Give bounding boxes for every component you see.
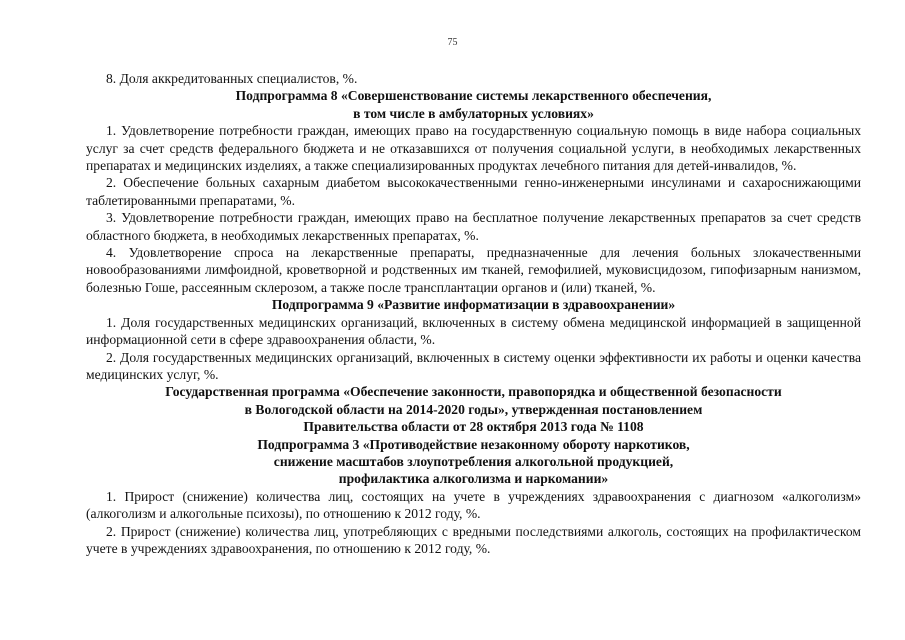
heading-line: Государственная программа «Обеспечение законности, правопорядка и общественной безопасности bbox=[165, 384, 782, 400]
indicator-paragraph: 1. Удовлетворение потребности граждан, имеющих право на государственную социальную помощь в виде набора социальных услуг за счет средств федерального бюджета и не отказавшихся от получения социальной услуги, в необходимых лекарственных препаратах и медицинских изделиях, а также специализированных продуктах лечебного питания для детей-инвалидов, %. bbox=[86, 123, 861, 174]
heading-line: Подпрограмма 3 «Противодействие незаконному обороту наркотиков, bbox=[257, 436, 690, 452]
indicator-paragraph: 2. Доля государственных медицинских организаций, включенных в систему оценки эффективности их работы и оценки качества медицинских услуг, %. bbox=[86, 349, 861, 382]
section-heading-subprogram-8 bbox=[86, 87, 861, 122]
heading-line: Правительства области от 28 октября 2013 года № 1108 bbox=[303, 419, 644, 435]
section-heading-subprogram-9 bbox=[86, 296, 861, 313]
page-number: 75 bbox=[447, 37, 458, 48]
indicator-paragraph: 1. Прирост (снижение) количества лиц, состоящих на учете в учреждениях здравоохранения с диагнозом «алкоголизм» (алкоголизм и алкогольные психозы), по отношению к 2012 году, %. bbox=[86, 488, 861, 522]
indicator-paragraph: 3. Удовлетворение потребности граждан, имеющих право на бесплатное получение лекарственных препаратов за счет средств областного бюджета, в необходимых лекарственных препаратах, %. bbox=[86, 210, 861, 243]
heading-line: Подпрограмма 8 «Совершенствование системы лекарственного обеспечения, bbox=[235, 88, 712, 104]
section-heading-state-program bbox=[86, 383, 861, 487]
heading-line: в том числе в амбулаторных условиях» bbox=[353, 105, 594, 121]
heading-line: снижение масштабов злоупотребления алкогольной продукцией, bbox=[273, 453, 674, 469]
indicator-paragraph: 4. Удовлетворение спроса на лекарственные препараты, предназначенные для лечения больных злокачественными новообразованиями лимфоидной, кроветворной и родственных им тканей, гемофилией, муковисцидозом, гипофизарным нанизмом, болезнью Гоше, рассеянным склерозом, а также после трансплантации органов и (или) тканей, %. bbox=[86, 245, 861, 295]
heading-line: Подпрограмма 9 «Развитие информатизации в здравоохранении» bbox=[271, 297, 676, 313]
indicator-paragraph: 8. Доля аккредитованных специалистов, %. bbox=[106, 71, 358, 86]
indicator-paragraph: 2. Обеспечение больных сахарным диабетом высококачественными генно-инженерными инсулинами и сахароснижающими таблетированными препаратами, %. bbox=[86, 175, 861, 208]
heading-line: в Вологодской области на 2014-2020 годы», утвержденная постановлением bbox=[244, 401, 703, 417]
indicator-paragraph: 2. Прирост (снижение) количества лиц, употребляющих с вредными последствиями алкоголь, состоящих на профилактическом учете в учреждениях здравоохранения, по отношению к 2012 году, %. bbox=[86, 523, 861, 556]
indicator-paragraph: 1. Доля государственных медицинских организаций, включенных в систему обмена медицинской информацией в защищенной информационной сети в сфере здравоохранения области, %. bbox=[86, 314, 861, 348]
page-body bbox=[86, 70, 861, 557]
heading-line: профилактика алкоголизма и наркомании» bbox=[338, 471, 609, 487]
